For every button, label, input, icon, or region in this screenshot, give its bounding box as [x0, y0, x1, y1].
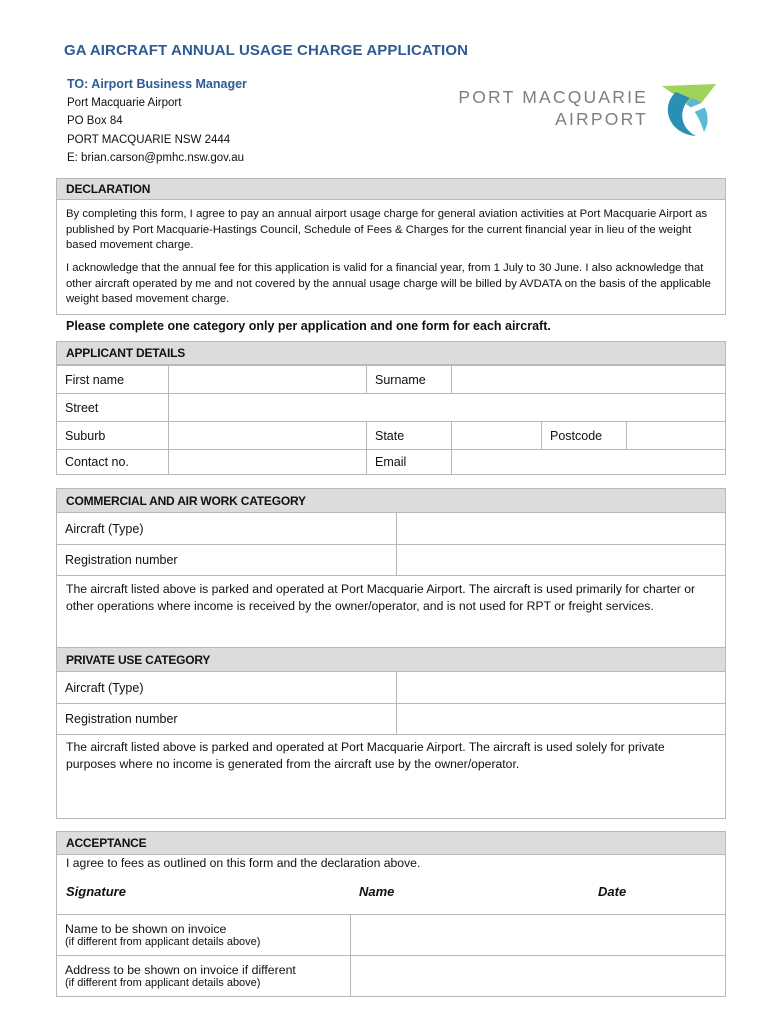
postcode-field[interactable] [626, 421, 726, 450]
acceptance-text: I agree to fees as outlined on this form and the declaration above. [66, 856, 421, 870]
signature-label: Signature [66, 884, 126, 899]
address-line: Port Macquarie Airport [67, 97, 182, 109]
to-label: TO: Airport Business Manager [67, 77, 247, 91]
commercial-description: The aircraft listed above is parked and operated at Port Macquarie Airport. The aircraft is used primarily for charter or other operations where income is received by the owner/operator, and is not used for RPT or freight services. [66, 582, 696, 613]
date-label: Date [598, 884, 627, 899]
address-line: PORT MACQUARIE NSW 2444 [67, 134, 231, 146]
declaration-paragraph-2: I acknowledge that the annual fee for this application is valid for a financial year, from 1 July to 30 June. I also acknowledge that other aircraft operated by me and not covered by the annual usage charge will be billed by AVDATA on the basis of the applicable weight based movement charge. [66, 262, 711, 305]
email-label: Email [366, 449, 452, 475]
invoice-name-note: (if different from applicant details above) [65, 936, 261, 948]
first-name-label: First name [56, 365, 169, 394]
private-heading: PRIVATE USE CATEGORY [56, 647, 726, 672]
applicant-heading: APPLICANT DETAILS [56, 341, 726, 365]
invoice-name-text: Name to be shown on invoice [65, 922, 227, 936]
logo-line-1: PORT MACQUARIE [458, 87, 648, 107]
contact-field[interactable] [168, 449, 367, 475]
name-label: Name [359, 884, 395, 899]
commercial-registration-field[interactable] [396, 544, 726, 576]
email-field[interactable] [451, 449, 726, 475]
contact-label: Contact no. [56, 449, 169, 475]
private-registration-label: Registration number [56, 703, 397, 735]
street-label: Street [56, 393, 169, 422]
instruction-text: Please complete one category only per application and one form for each aircraft. [66, 319, 551, 333]
declaration-paragraph-1: By completing this form, I agree to pay an annual airport usage charge for general aviation activities at Port Macquarie Airport as published by Port Macquarie-Hastings Council, Schedule of Fees & Charges for the current financial year in lieu of the weight based movement charge. [66, 208, 708, 251]
address-line: PO Box 84 [67, 115, 123, 127]
form-title: GA AIRCRAFT ANNUAL USAGE CHARGE APPLICATION [64, 42, 469, 59]
logo-line-2: AIRPORT [555, 109, 648, 129]
invoice-address-note: (if different from applicant details above) [65, 977, 261, 989]
commercial-registration-label: Registration number [56, 544, 397, 576]
invoice-address-text: Address to be shown on invoice if different [65, 963, 296, 977]
private-registration-field[interactable] [396, 703, 726, 735]
private-aircraft-type-field[interactable] [396, 671, 726, 704]
state-field[interactable] [451, 421, 542, 450]
private-aircraft-type-label: Aircraft (Type) [56, 671, 397, 704]
street-field[interactable] [168, 393, 726, 422]
invoice-name-field[interactable] [350, 914, 726, 956]
email-line: E: brian.carson@pmhc.nsw.gov.au [67, 152, 245, 164]
suburb-label: Suburb [56, 421, 169, 450]
state-label: State [366, 421, 452, 450]
surname-field[interactable] [451, 365, 726, 394]
invoice-address-label [56, 955, 351, 997]
commercial-aircraft-type-field[interactable] [396, 512, 726, 545]
surname-label: Surname [366, 365, 452, 394]
postcode-label: Postcode [541, 421, 627, 450]
declaration-heading: DECLARATION [56, 178, 726, 200]
suburb-field[interactable] [168, 421, 367, 450]
acceptance-heading: ACCEPTANCE [56, 831, 726, 855]
invoice-name-label [56, 914, 351, 956]
commercial-heading: COMMERCIAL AND AIR WORK CATEGORY [56, 488, 726, 513]
airport-logo-icon [656, 80, 722, 140]
first-name-field[interactable] [168, 365, 367, 394]
commercial-aircraft-type-label: Aircraft (Type) [56, 512, 397, 545]
airport-logo-text [440, 86, 648, 130]
invoice-address-field[interactable] [350, 955, 726, 997]
private-description: The aircraft listed above is parked and operated at Port Macquarie Airport. The aircraft is used solely for private purposes where no income is generated from the aircraft use by the owner/operator. [66, 740, 665, 771]
